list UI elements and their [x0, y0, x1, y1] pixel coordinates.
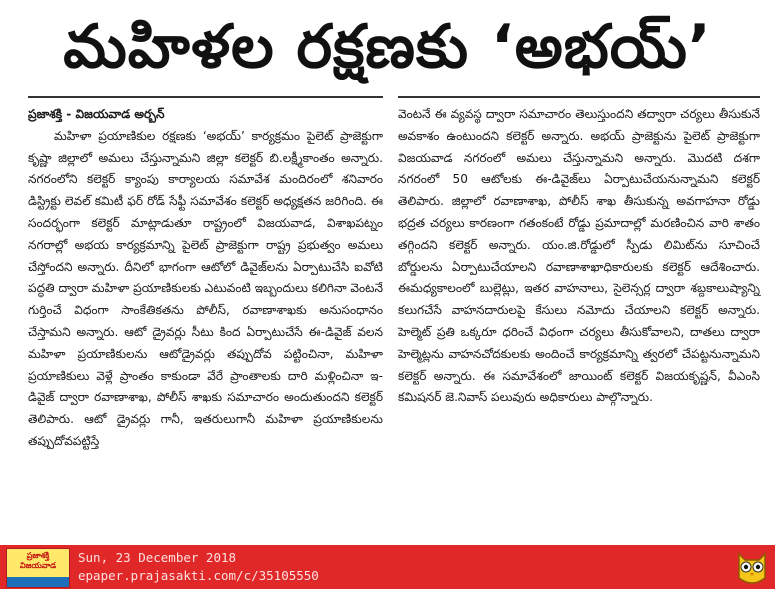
headline: మహిళల రక్షణకు ‘అభయ్‌’: [63, 12, 712, 82]
publication-date: Sun, 23 December 2018: [78, 550, 237, 565]
article-column-right: [398, 104, 760, 409]
prajasakti-logo[interactable]: [6, 548, 70, 588]
byline: ప్రజాశక్తి - విజయవాడ అర్బన్‌: [28, 107, 165, 121]
body-paragraph-2: వెంటనే ఈ వ్యవస్థ ద్వారా సమాచారం తెలుస్తుందని తద్వారా చర్యలు తీసుకునే అవకాశం ఉంటుందని కలెక్టర్‌ అన్నారు. అభయ్‌ ప్రాజెక్టును పైలెట్‌ ప్రాజెక్టుగా విజయవాడ నగరంలో అమలు చేస్తున్నామని అన్నారు. మొదటి దశగా నగరంలో 50 ఆటోలకు ఈ-డివైజ్‌లు ఏర్పాటుచేయనున్నామని కలెక్టర్‌ తెలిపారు. జిల్లాలో రవాణాశాఖ, పోలీస్‌ శాఖ తీసుకున్న అవగాహనా రోడ్డు భద్రత చర్యలు కారణంగా గతంకంటే రోడ్డు ప్రమాదాల్లో మరణించిన వారి శాతం తగ్గిందని కలెక్టర్‌ అన్నారు. యం.జి.రోడ్డులో స్పీడు లిమిట్‌ను సూచించే బోర్డులను ఏర్పాటుచేయాలని రవాణాశాఖాధికారులకు కలెక్టర్‌ ఆదేశించారు. ఈమధ్యకాలంలో బుల్లెట్లు, ఇతర వాహనాలు, సైలెన్సర్ల ద్వారా శబ్దకాలుష్యాన్ని కలుగచేసే వాహనదారులపై కేసులు నమోదు చేయాలని కలెక్టర్‌ అన్నారు. హెల్మెట్‌ ప్రతి ఒక్కరూ ధరించే విధంగా చర్యలు తీసుకోవాలని, దాతలు ద్వారా హెల్మెట్లను వాహనచోదకులకు అందించే కార్యక్రమాన్ని త్వరలో చేపట్టనున్నామని కలెక్టర్‌ అన్నారు. ఈ సమావేశంలో జాయింట్‌ కలెక్టర్‌ విజయకృష్ణన్‌, వీఎంసి కమిషనర్‌ జె.నివాస్‌ పలువురు అధికారులు పాల్గొన్నారు.: [398, 107, 760, 405]
right-divider: [398, 96, 760, 98]
article-column-left: [28, 104, 383, 453]
epaper-link[interactable]: epaper.prajasakti.com/c/35105550: [78, 568, 319, 583]
body-paragraph-1: మహిళా ప్రయాణికుల రక్షణకు ‘అభయ్‌’ కార్యక్రమం పైలెట్‌ ప్రాజెక్టుగా కృష్ణా జిల్లాలో అమలు చేస్తున్నామని జిల్లా కలెక్టర్‌ బి.లక్ష్మీకాంతం అన్నారు. నగరంలోని కలెక్టర్‌ క్యాంపు కార్యాలయ సమావేశ మందిరంలో శనివారం డిస్ట్రిక్టు లెవల్‌ కమిటీ ఫర్‌ రోడ్‌ సేఫ్టీ సమావేశం కలెక్టర్‌ అధ్యక్షతన జరిగింది. ఈ సందర్భంగా కలెక్టర్‌ మాట్లాడుతూ రాష్ట్రంలో విజయవాడ, విశాఖపట్నం నగరాల్లో అభయ కార్యక్రమాన్ని పైలెట్‌ ప్రాజెక్టుగా రాష్ట్ర ప్రభుత్వం అమలు చేస్తోందని అన్నారు. దీనిలో భాగంగా ఆటోలో డివైజ్‌లను ఏర్పాటుచేసి ఐవోటి పద్ధతి ద్వారా మహిళా ప్రయాణికులకు ఎటువంటి ఇబ్బందులు కలిగినా వెంటనే గుర్తించే విధంగా సాంకేతికతను పోలీస్‌, రవాణాశాఖకు అనుసంధానం చేస్తామని అన్నారు. ఆటో డ్రైవర్లు సీటు కింద ఏర్పాటుచేసే ఈ-డివైజ్‌ వలన మహిళా ప్రయాణికులను ఆటోడ్రైవర్లు తప్పుదోవ పట్టించినా, మహిళా ప్రయాణికులు వెళ్లే ప్రాంతం కాకుండా వేరే ప్రాంతాలకు దారి మళ్లించినా ఇ-డివైజ్‌ ద్వారా రవాణాశాఖ, పోలీస్‌ శాఖకు సమాచారం అందుతుందని కలెక్టర్‌ తెలిపారు. ఆటో డ్రైవర్లు గానీ, ఇతరులుగానీ మహిళా ప్రయాణికులను తప్పుదోవపట్టిస్తే: [28, 128, 383, 448]
logo-stripe: [7, 577, 69, 587]
footer-bar: [0, 545, 775, 589]
owl-icon: [735, 548, 769, 586]
logo-text: ప్రజాశక్తి విజయవాడ: [19, 551, 57, 570]
left-divider: [28, 96, 383, 98]
